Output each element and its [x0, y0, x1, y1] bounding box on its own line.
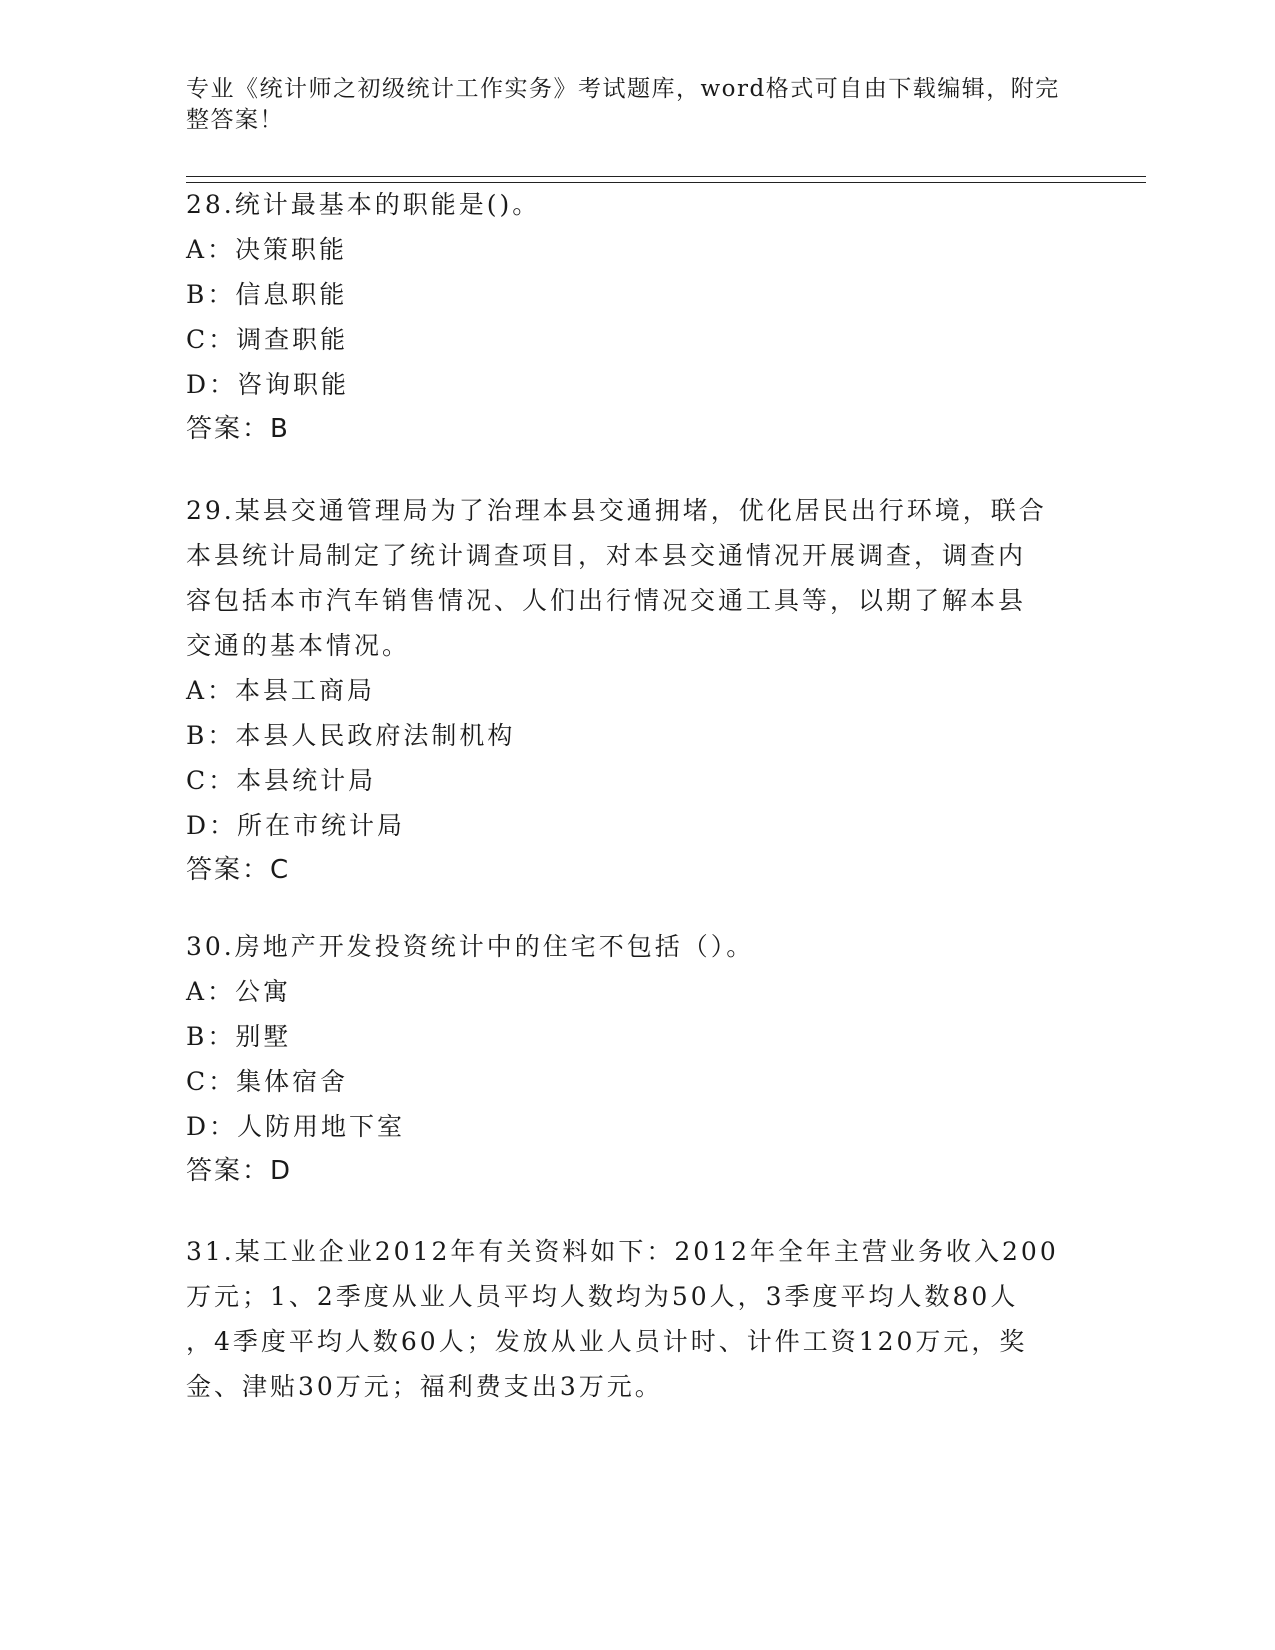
- option-c: C：集体宿舍: [186, 1067, 349, 1096]
- option-a: A：决策职能: [186, 235, 348, 264]
- option-d: D：咨询职能: [186, 370, 350, 399]
- question-31: [186, 1229, 1066, 1409]
- question-stem-line-3: ，4季度平均人数60人；发放从业人员计时、计件工资120万元，奖: [186, 1327, 1028, 1356]
- question-stem-line-1: 31.某工业企业2012年有关资料如下：2012年全年主营业务收入200: [186, 1237, 1059, 1266]
- question-stem-line-2: 本县统计局制定了统计调查项目，对本县交通情况开展调查，调查内: [186, 541, 1027, 570]
- option-a: A：本县工商局: [186, 676, 376, 705]
- question-stem-line-2: 万元；1、2季度从业人员平均人数均为50人，3季度平均人数80人: [186, 1282, 1019, 1311]
- question-stem-line-3: 容包括本市汽车销售情况、人们出行情况交通工具等，以期了解本县: [186, 586, 1027, 615]
- option-d: D：人防用地下室: [186, 1112, 406, 1141]
- option-c: C：本县统计局: [186, 766, 377, 795]
- header-note: [186, 74, 1066, 136]
- question-stem: 30.房地产开发投资统计中的住宅不包括（）。: [186, 932, 755, 961]
- header-divider-top: [186, 176, 1146, 177]
- question-stem-line-4: 金、津贴30万元；福利费支出3万元。: [186, 1372, 663, 1401]
- option-c: C：调查职能: [186, 325, 349, 354]
- question-stem-line-4: 交通的基本情况。: [186, 631, 411, 660]
- option-a: A：公寓: [186, 977, 292, 1006]
- answer-label: 答案：D: [186, 1156, 293, 1186]
- option-b: B：本县人民政府法制机构: [186, 721, 516, 750]
- question-28: [186, 182, 1066, 452]
- header-note-line-2: 整答案！: [186, 107, 284, 133]
- answer-label: 答案：C: [186, 855, 291, 885]
- answer-label: 答案：B: [186, 414, 290, 444]
- question-30: [186, 924, 1066, 1194]
- question-stem: 28.统计最基本的职能是()。: [186, 190, 541, 219]
- header-note-line-1: 专业《统计师之初级统计工作实务》考试题库，word格式可自由下载编辑，附完: [186, 76, 1060, 102]
- question-29: [186, 488, 1066, 893]
- option-b: B：别墅: [186, 1022, 292, 1051]
- option-b: B：信息职能: [186, 280, 348, 309]
- option-d: D：所在市统计局: [186, 811, 406, 840]
- question-stem-line-1: 29.某县交通管理局为了治理本县交通拥堵，优化居民出行环境，联合: [186, 496, 1047, 525]
